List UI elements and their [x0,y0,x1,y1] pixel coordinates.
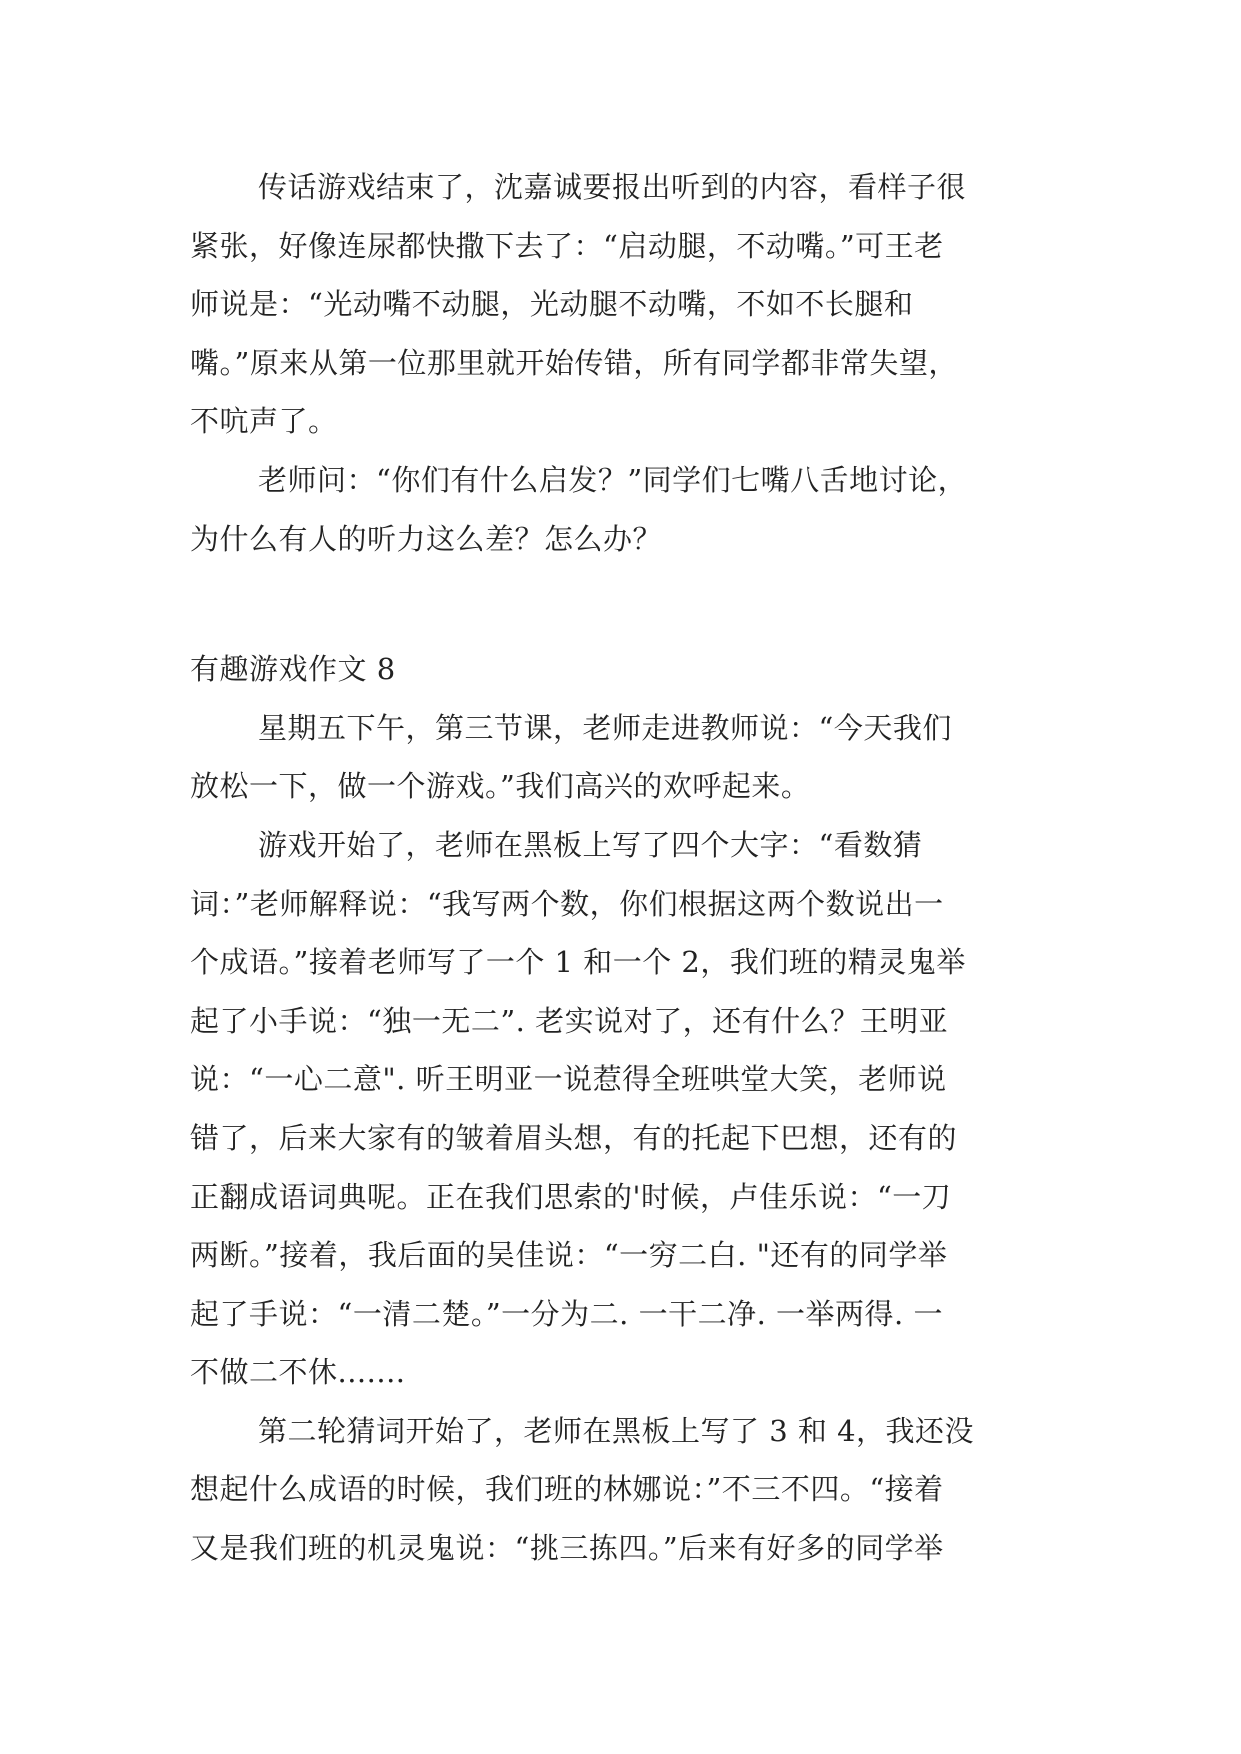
text-line: 两断。”接着，我后面的吴佳说：“一穷二白. "还有的同学举 [190,1238,948,1273]
text-line: 第二轮猜词开始了，老师在黑板上写了 3 和 4，我还没 [258,1413,975,1448]
text-line: 为什么有人的听力这么差？怎么办？ [190,521,663,556]
section-spacer [190,568,1050,640]
text-line: 正翻成语词典呢。正在我们思索的'时候，卢佳乐说：“一刀 [190,1179,952,1214]
text-line: 老师问：“你们有什么启发？”同学们七嘴八舌地讨论， [258,462,968,497]
text-line: 放松一下，做一个游戏。”我们高兴的欢呼起来。 [190,769,811,804]
text-line: 师说是：“光动嘴不动腿，光动腿不动嘴，不如不长腿和 [190,287,914,322]
text-line: 不吭声了。 [190,404,338,439]
paragraph [190,451,1050,568]
paragraph [190,816,1050,1402]
text-line: 错了，后来大家有的皱着眉头想，有的托起下巴想，还有的 [190,1120,958,1155]
text-line: 个成语。”接着老师写了一个 1 和一个 2，我们班的精灵鬼举 [190,945,966,980]
paragraph [190,158,1050,451]
text-line: 又是我们班的机灵鬼说：“挑三拣四。”后来有好多的同学举 [190,1531,944,1566]
text-line: 说：“一心二意". 听王明亚一说惹得全班哄堂大笑，老师说 [190,1062,947,1097]
text-line: 想起什么成语的时候，我们班的林娜说：”不三不四。“接着 [190,1472,944,1507]
text-line: 传话游戏结束了，沈嘉诚要报出听到的内容，看样子很 [258,170,967,204]
text-line: 游戏开始了，老师在黑板上写了四个大字：“看数猜 [258,827,923,862]
document-page [190,158,1050,1578]
text-line: 词：”老师解释说：“我写两个数，你们根据这两个数说出一 [190,886,944,921]
text-line: 星期五下午，第三节课，老师走进教师说：“今天我们 [258,710,952,745]
text-line: 不做二不休....... [190,1355,406,1390]
text-line: 起了小手说：“独一无二”. 老实说对了，还有什么？王明亚 [190,1003,949,1038]
text-line: 嘴。”原来从第一位那里就开始传错，所有同学都非常失望， [190,345,958,380]
text-line: 紧张，好像连尿都快撒下去了：“启动腿，不动嘴。”可王老 [190,228,944,263]
essay-title: 有趣游戏作文 8 [190,652,396,687]
text-line: 起了手说：“一清二楚。”一分为二. 一干二净. 一举两得. 一 [190,1296,943,1331]
paragraph [190,699,1050,816]
paragraph [190,1402,1050,1578]
